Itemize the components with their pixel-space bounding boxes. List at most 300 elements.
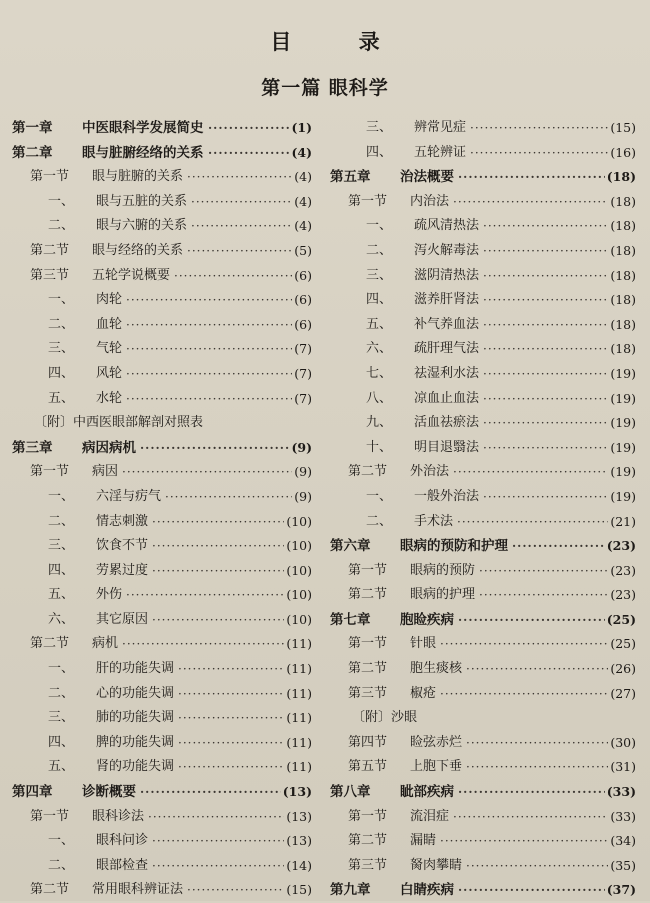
toc-entry-page-number: (11) [286,734,312,750]
toc-entry-number: 一、 [48,661,75,677]
dot-leader [140,436,289,461]
toc-entry-page-number: (19) [610,488,636,504]
dot-leader [152,854,284,879]
toc-entry-number: 第九章 [330,882,371,899]
toc-entry-number: 一、 [48,488,75,504]
toc-entry-item [330,288,636,313]
toc-entry-page-number: (27) [610,685,636,701]
toc-entry-section [12,264,312,289]
toc-entry-page-number: (13) [286,833,312,849]
toc-entry-label: 睑弦赤烂 [410,734,463,750]
toc-entry-page-number: (18) [606,169,636,185]
toc-entry-label: 眼与六腑的关系 [96,218,188,234]
toc-entry-page-number: (19) [610,464,636,480]
toc-entry-item [330,436,636,461]
dot-leader [458,608,605,633]
toc-entry-number: 第二节 [348,587,388,603]
toc-entry-item [330,387,636,412]
toc-entry-page-number: (25) [610,636,636,652]
dot-leader [440,829,608,854]
toc-entry-number: 第六章 [330,538,371,555]
toc-entry-item [12,387,312,412]
toc-entry-page-number: (18) [610,218,636,234]
toc-entry-page-number: (13) [282,784,312,800]
toc-entry-label: 眼与脏腑的关系 [92,169,184,185]
toc-entry-item [12,190,312,215]
toc-entry-page-number: (11) [286,710,312,726]
toc-entry-page-number: (21) [610,513,636,529]
toc-entry-number: 二、 [366,513,393,529]
toc-entry-number: 五、 [366,316,393,332]
dot-leader [208,116,289,141]
dot-leader [483,214,608,239]
toc-entry-number: 第五节 [348,759,388,775]
dot-leader [126,362,292,387]
toc-entry-label: 胞睑疾病 [400,611,454,628]
dot-leader [483,313,608,338]
toc-entry-number: 一、 [48,292,75,308]
toc-entry-section [12,165,312,190]
toc-entry-page-number: (11) [286,636,312,652]
toc-entry-item [12,854,312,879]
toc-entry-number: 第一节 [348,808,388,824]
toc-entry-number: 二、 [48,513,75,529]
toc-entry-label: 五轮辨证 [414,144,467,160]
toc-entry-label: 滋养肝肾法 [414,292,480,308]
toc-entry-item [12,362,312,387]
dot-leader [458,878,605,903]
toc-entry-number: 五、 [48,759,75,775]
toc-entry-label: 中医眼科学发展简史 [82,120,204,136]
toc-entry-page-number: (18) [610,316,636,332]
toc-entry-number: 十、 [366,439,393,455]
toc-entry-section [330,632,636,657]
toc-entry-number: 四、 [48,365,75,381]
dot-leader [483,239,608,264]
toc-entry-page-number: (11) [286,661,312,677]
toc-entry-label: 治法概要 [400,169,454,186]
dot-leader [457,510,608,535]
toc-entry-label: 情志刺激 [96,513,149,529]
toc-entry-label: 祛湿利水法 [414,365,480,381]
dot-leader [466,755,608,780]
toc-entry-chapter [330,534,636,559]
dot-leader [466,731,608,756]
toc-entry-item [330,214,636,239]
toc-entry-page-number: (34) [610,833,636,849]
dot-leader [483,264,608,289]
toc-entry-item [330,362,636,387]
toc-entry-page-number: (9) [294,488,312,504]
toc-entry-page-number: (26) [610,661,636,677]
toc-entry-item [330,313,636,338]
toc-entry-page-number: (10) [286,538,312,554]
toc-entry-label: 〔附〕中西医眼部解剖对照表 [34,415,204,431]
dot-leader [483,411,608,436]
toc-entry-section [330,657,636,682]
toc-entry-number: 六、 [366,341,393,357]
toc-entry-number: 一、 [366,218,393,234]
toc-entry-label: 肺的功能失调 [96,710,175,726]
toc-entry-label: 眼病的预防和护理 [400,538,508,555]
toc-entry-section [330,854,636,879]
toc-entry-number: 三、 [48,538,75,554]
toc-entry-page-number: (18) [610,193,636,209]
toc-entry-label: 血轮 [96,316,123,332]
toc-entry-item [330,116,636,141]
toc-entry-label: 肝的功能失调 [96,661,175,677]
toc-entry-label: 五轮学说概要 [92,267,171,283]
toc-entry-label: 上胞下垂 [410,759,463,775]
dot-leader [178,755,284,780]
dot-leader [191,190,292,215]
toc-entry-label: 胞生痰核 [410,661,463,677]
toc-entry-number: 第二节 [348,661,388,677]
dot-leader [479,559,608,584]
toc-entry-page-number: (11) [286,685,312,701]
dot-leader [483,387,608,412]
toc-entry-page-number: (1) [291,120,312,135]
toc-entry-section [330,190,636,215]
dot-leader [191,214,292,239]
toc-entry-label: 水轮 [96,390,123,406]
toc-entry-page-number: (10) [286,513,312,529]
toc-entry-label: 针眼 [410,636,437,652]
toc-entry-page-number: (11) [286,759,312,775]
toc-entry-number: 三、 [48,710,75,726]
toc-entry-page-number: (25) [606,611,636,627]
dot-leader [152,534,284,559]
toc-entry-item [12,214,312,239]
toc-entry-number: 第二章 [12,144,53,161]
dot-leader [152,510,284,535]
toc-left-column [12,116,312,903]
toc-entry-number: 第二节 [348,464,388,480]
toc-entry-item [12,731,312,756]
toc-entry-number: 一、 [48,833,75,849]
toc-entry-item [12,337,312,362]
toc-entry-label: 补气养血法 [414,316,480,332]
toc-entry-label: 饮食不节 [96,538,149,554]
toc-entry-number: 第一节 [348,636,388,652]
dot-leader [140,780,281,805]
dot-leader [512,534,605,559]
toc-entry-item [12,829,312,854]
toc-entry-number: 第七章 [330,611,371,628]
dot-leader [178,682,284,707]
toc-entry-section [12,878,312,903]
toc-entry-label: 漏睛 [410,833,437,849]
toc-entry-page-number: (23) [606,538,636,554]
toc-entry-label: 其它原因 [96,611,149,627]
toc-entry-number: 六、 [48,611,75,627]
dot-leader [458,165,605,190]
toc-entry-page-number: (19) [610,365,636,381]
part-title: 第一篇 眼科学 [261,77,389,99]
toc-entry-section [12,460,312,485]
toc-entry-number: 第一节 [30,808,70,824]
toc-entry-number: 三、 [366,267,393,283]
toc-entry-label: 凉血止血法 [414,390,480,406]
toc-entry-label: 眼科诊法 [92,808,145,824]
toc-entry-label: 活血祛瘀法 [414,415,480,431]
toc-entry-number: 二、 [48,316,75,332]
toc-entry-chapter [12,780,312,805]
toc-entry-label: 椒疮 [410,685,437,701]
toc-entry-number: 四、 [366,292,393,308]
toc-entry-number: 九、 [366,415,393,431]
toc-entry-page-number: (10) [286,611,312,627]
toc-entry-page-number: (23) [610,562,636,578]
toc-entry-label: 六淫与疠气 [96,488,162,504]
toc-entry-label: 手术法 [414,513,454,529]
toc-entry-item [330,141,636,166]
toc-entry-number: 二、 [48,857,75,873]
toc-entry-label: 一般外治法 [414,488,480,504]
toc-entry-item [12,485,312,510]
toc-entry-page-number: (4) [294,218,312,234]
toc-entry-chapter [330,780,636,805]
toc-entry-item [12,657,312,682]
toc-entry-section [330,755,636,780]
toc-entry-item [12,583,312,608]
toc-entry-label: 白睛疾病 [400,882,454,899]
toc-entry-label: 脾的功能失调 [96,734,175,750]
toc-entry-page-number: (16) [610,144,636,160]
toc-entry-number: 五、 [48,390,75,406]
toc-entry-label: 疏风清热法 [414,218,480,234]
toc-entry-number: 第二节 [30,636,70,652]
toc-entry-label: 眦部疾病 [400,784,454,801]
toc-entry-number: 七、 [366,365,393,381]
toc-entry-label: 外伤 [96,587,123,603]
toc-entry-section [12,632,312,657]
toc-entry-page-number: (19) [610,390,636,406]
toc-entry-label: 眼科问诊 [96,833,149,849]
dot-leader [440,682,608,707]
toc-entry-number: 第八章 [330,784,371,801]
toc-entry-chapter [330,165,636,190]
toc-entry-item [330,337,636,362]
dot-leader [126,313,292,338]
toc-entry-label: 滋阴清热法 [414,267,480,283]
toc-entry-item [330,510,636,535]
toc-entry-page-number: (10) [286,587,312,603]
dot-leader [187,165,292,190]
toc-entry-page-number: (18) [610,341,636,357]
toc-entry-page-number: (7) [294,341,312,357]
toc-entry-number: 五、 [48,587,75,603]
toc-entry-item [330,264,636,289]
toc-entry-section [330,682,636,707]
toc-entry-item [12,288,312,313]
toc-entry-label: 眼与经络的关系 [92,242,184,258]
toc-entry-page-number: (7) [294,365,312,381]
toc-entry-section [12,239,312,264]
toc-entry-page-number: (9) [291,439,312,455]
toc-entry-page-number: (9) [294,464,312,480]
toc-entry-item [12,706,312,731]
toc-entry-label: 流泪症 [410,808,450,824]
toc-entry-item [12,534,312,559]
toc-entry-chapter [12,141,312,166]
toc-entry-page-number: (33) [610,808,636,824]
toc-entry-number: 三、 [366,120,393,135]
toc-entry-page-number: (18) [610,242,636,258]
dot-leader [440,632,608,657]
toc-entry-label: 病因 [92,464,119,480]
toc-entry-label: 内治法 [410,193,450,209]
toc-entry-number: 第二节 [30,882,70,898]
toc-entry-section [12,805,312,830]
toc-entry-label: 眼与五脏的关系 [96,193,188,209]
toc-entry-section [330,731,636,756]
dot-leader [470,141,608,166]
toc-entry-number: 第五章 [330,169,371,186]
dot-leader [187,239,292,264]
toc-entry-label: 气轮 [96,341,123,357]
toc-entry-page-number: (7) [294,390,312,406]
toc-entry-number: 第四章 [12,784,53,801]
dot-leader [208,141,289,166]
toc-entry-page-number: (6) [294,292,312,308]
toc-entry-label: 常用眼科辨证法 [92,882,184,898]
toc-entry-label: 〔附〕沙眼 [352,710,418,726]
toc-entry-label: 诊断概要 [82,784,136,801]
toc-entry-number: 第三节 [30,267,70,283]
toc-entry-page-number: (15) [610,120,636,135]
toc-entry-item [12,510,312,535]
dot-leader [483,362,608,387]
toc-entry-item [12,608,312,633]
toc-entry-number: 一、 [48,193,75,209]
toc-entry-number: 第三章 [12,439,53,456]
toc-entry-item [330,485,636,510]
toc-entry-item [12,313,312,338]
toc-entry-section [330,460,636,485]
toc-entry-section [330,583,636,608]
toc-entry-item [12,559,312,584]
toc-entry-number: 八、 [366,390,393,406]
toc-entry-number: 第三节 [348,857,388,873]
dot-leader [470,116,608,141]
toc-entry-note [330,706,636,731]
toc-entry-page-number: (13) [286,808,312,824]
toc-entry-item [330,411,636,436]
toc-entry-number: 四、 [366,144,393,160]
toc-entry-page-number: (31) [610,759,636,775]
toc-entry-number: 第一节 [30,464,70,480]
toc-entry-label: 病因病机 [82,439,136,456]
toc-entry-chapter [330,608,636,633]
dot-leader [178,731,284,756]
toc-entry-chapter [330,878,636,903]
toc-entry-number: 第一节 [348,562,388,578]
toc-entry-page-number: (6) [294,267,312,283]
toc-entry-number: 第一章 [12,120,53,136]
dot-leader [165,485,292,510]
toc-entry-label: 泻火解毒法 [414,242,480,258]
toc-entry-label: 眼病的护理 [410,587,476,603]
toc-entry-number: 第三节 [348,685,388,701]
dot-leader [174,264,292,289]
toc-entry-label: 眼病的预防 [410,562,476,578]
toc-entry-number: 二、 [48,218,75,234]
toc-entry-page-number: (33) [606,784,636,800]
toc-entry-page-number: (18) [610,292,636,308]
dot-leader [126,288,292,313]
toc-entry-number: 三、 [48,341,75,357]
dot-leader [453,460,608,485]
dot-leader [483,436,608,461]
toc-entry-item [12,755,312,780]
dot-leader [122,632,284,657]
toc-entry-page-number: (37) [606,882,636,898]
toc-entry-page-number: (4) [291,144,312,160]
dot-leader [126,387,292,412]
toc-entry-section [330,829,636,854]
dot-leader [178,657,284,682]
toc-entry-item [330,239,636,264]
dot-leader [148,805,284,830]
toc-entry-label: 心的功能失调 [96,685,175,701]
toc-entry-number: 第一节 [30,169,70,185]
dot-leader [453,805,608,830]
toc-entry-number: 第四节 [348,734,388,750]
toc-entry-number: 四、 [48,734,75,750]
toc-entry-label: 病机 [92,636,119,652]
dot-leader [458,780,605,805]
toc-entry-page-number: (15) [286,882,312,898]
toc-entry-note [12,411,312,436]
toc-entry-label: 眼与脏腑经络的关系 [82,144,204,161]
toc-entry-chapter [12,436,312,461]
dot-leader [178,706,284,731]
toc-entry-number: 第一节 [348,193,388,209]
dot-leader [483,485,608,510]
toc-entry-label: 辨常见症 [414,120,467,135]
toc-entry-label: 明目退翳法 [414,439,480,455]
dot-leader [152,829,284,854]
toc-right-column [330,116,636,903]
toc-entry-page-number: (4) [294,193,312,209]
toc-entry-page-number: (4) [294,169,312,185]
toc-entry-number: 二、 [366,242,393,258]
toc-entry-number: 一、 [366,488,393,504]
toc-entry-section [330,805,636,830]
dot-leader [453,190,608,215]
toc-entry-label: 肾的功能失调 [96,759,175,775]
toc-entry-page-number: (35) [610,857,636,873]
dot-leader [483,337,608,362]
toc-entry-page-number: (10) [286,562,312,578]
toc-entry-label: 疏肝理气法 [414,341,480,357]
toc-entry-label: 眼部检查 [96,857,149,873]
dot-leader [187,878,284,903]
toc-entry-label: 风轮 [96,365,123,381]
toc-entry-chapter [12,116,312,141]
dot-leader [126,337,292,362]
page-title: 目 录 [270,29,410,54]
toc-entry-number: 第二节 [348,833,388,849]
dot-leader [466,657,608,682]
toc-entry-page-number: (30) [610,734,636,750]
toc-entry-label: 外治法 [410,464,450,480]
toc-entry-page-number: (5) [294,242,312,258]
toc-entry-page-number: (6) [294,316,312,332]
dot-leader [122,460,292,485]
dot-leader [126,583,284,608]
